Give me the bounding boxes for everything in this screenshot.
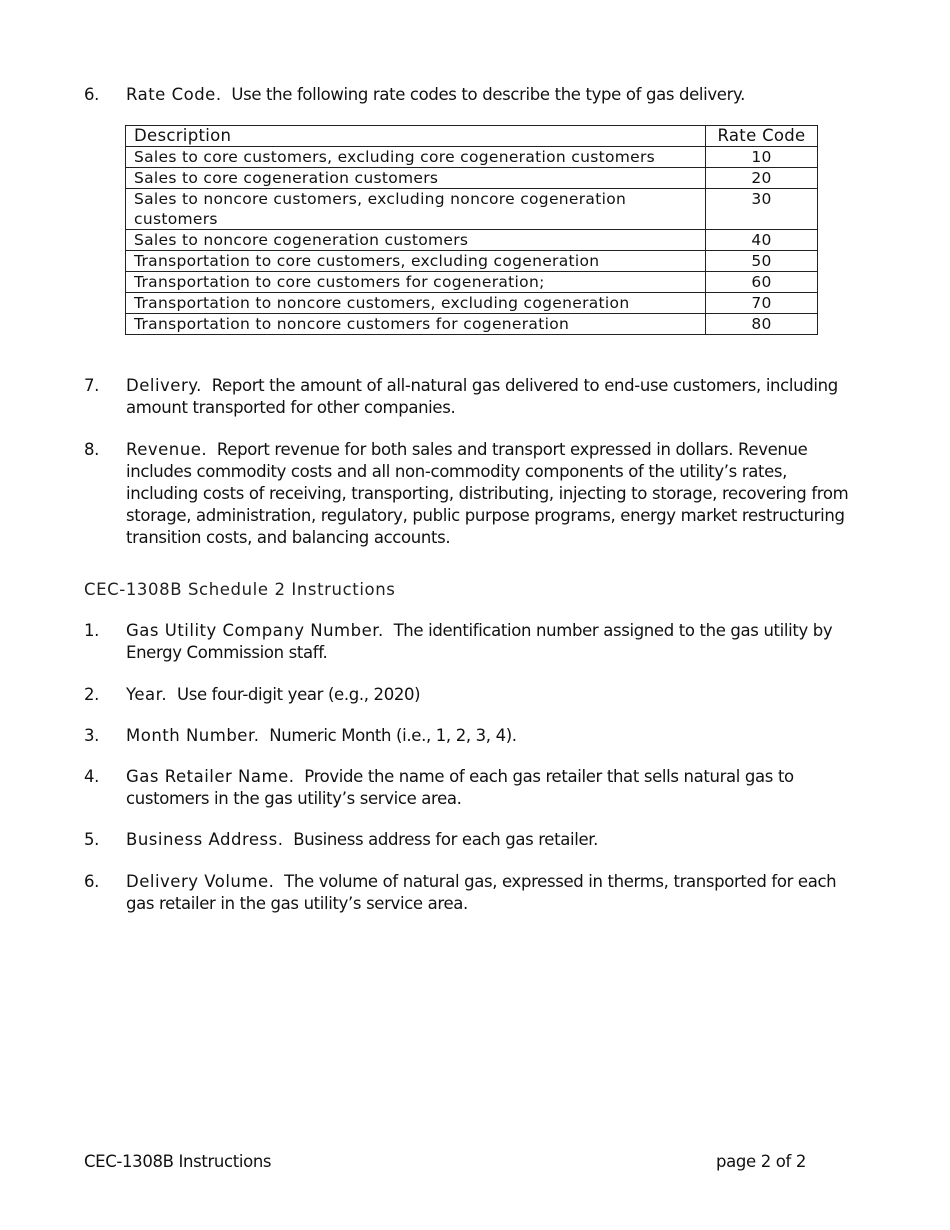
rate-code: 80 [706,314,818,335]
instruction-item-year [84,684,854,706]
item-term: Rate Code. [126,85,222,104]
item-term: Business Address. [126,830,284,849]
table-row [126,293,818,314]
item-text: Use four-digit year (e.g., 2020) [176,685,421,704]
item-term: Delivery Volume. [126,872,275,891]
item-text: Business address for each gas retailer. [293,830,599,849]
instruction-item-company-number [84,620,854,664]
item-text: Numeric Month (i.e., 1, 2, 3, 4). [269,726,517,745]
rate-code: 10 [706,147,818,168]
item-number: 6. [84,85,100,104]
item-number: 4. [84,767,100,786]
table-row [126,168,818,189]
instruction-item-business-address [84,829,854,851]
section-heading: CEC-1308B Schedule 2 Instructions [84,580,396,599]
item-text: Report revenue for both sales and transport expressed in dollars. Revenue includes commodity costs and all non-commodity components of the utility’s rates, including costs of receiving, transporting, distributing, injecting to storage, recovering from storage, administration, regulatory, public purpose programs, energy market restructuring transition costs, and balancing accounts. [126,440,849,547]
table-row [126,189,818,230]
item-term: Gas Utility Company Number. [126,621,384,640]
rate-code: 40 [706,230,818,251]
table-header-row [126,126,818,147]
rate-description: Sales to core cogeneration customers [126,168,706,189]
item-term: Revenue. [126,440,208,459]
rate-code: 20 [706,168,818,189]
rate-code: 70 [706,293,818,314]
column-header-rate-code: Rate Code [706,126,818,147]
rate-code: 30 [706,189,818,230]
instruction-item-delivery-volume [84,871,854,915]
item-term: Gas Retailer Name. [126,767,295,786]
item-number: 7. [84,376,100,395]
rate-description: Sales to noncore cogeneration customers [126,230,706,251]
table-row [126,314,818,335]
item-term: Month Number. [126,726,260,745]
rate-code-table [125,125,818,335]
rate-description: Transportation to core customers, excluding cogeneration [126,251,706,272]
rate-code: 50 [706,251,818,272]
instruction-item-rate-code [84,84,854,106]
item-number: 3. [84,726,100,745]
table-row [126,230,818,251]
item-number: 5. [84,830,100,849]
footer-page-number: page 2 of 2 [716,1152,806,1171]
item-number: 6. [84,872,100,891]
item-term: Delivery. [126,376,202,395]
instruction-item-retailer-name [84,766,854,810]
instruction-item-delivery [84,375,854,419]
instruction-item-month-number [84,725,854,747]
item-text: Use the following rate codes to describe the type of gas delivery. [231,85,745,104]
item-text: The identification number assigned to the gas utility by Energy Commission staff. [126,621,833,662]
rate-description: Transportation to noncore customers for cogeneration [126,314,706,335]
item-term: Year. [126,685,168,704]
table-row [126,147,818,168]
item-number: 2. [84,685,100,704]
item-text: Report the amount of all-natural gas delivered to end-use customers, including amount transported for other companies. [126,376,838,417]
rate-description: Transportation to core customers for cogeneration; [126,272,706,293]
footer-document-title: CEC-1308B Instructions [84,1152,272,1171]
table-row [126,272,818,293]
rate-description: Sales to noncore customers, excluding noncore cogeneration customers [126,189,706,230]
instruction-item-revenue [84,439,854,549]
rate-description: Sales to core customers, excluding core cogeneration customers [126,147,706,168]
column-header-description: Description [126,126,706,147]
item-number: 1. [84,621,100,640]
item-text: Provide the name of each gas retailer that sells natural gas to customers in the gas utility’s service area. [126,767,794,808]
table-row [126,251,818,272]
item-text: The volume of natural gas, expressed in therms, transported for each gas retailer in the gas utility’s service area. [126,872,837,913]
rate-code: 60 [706,272,818,293]
rate-description: Transportation to noncore customers, excluding cogeneration [126,293,706,314]
item-number: 8. [84,440,100,459]
